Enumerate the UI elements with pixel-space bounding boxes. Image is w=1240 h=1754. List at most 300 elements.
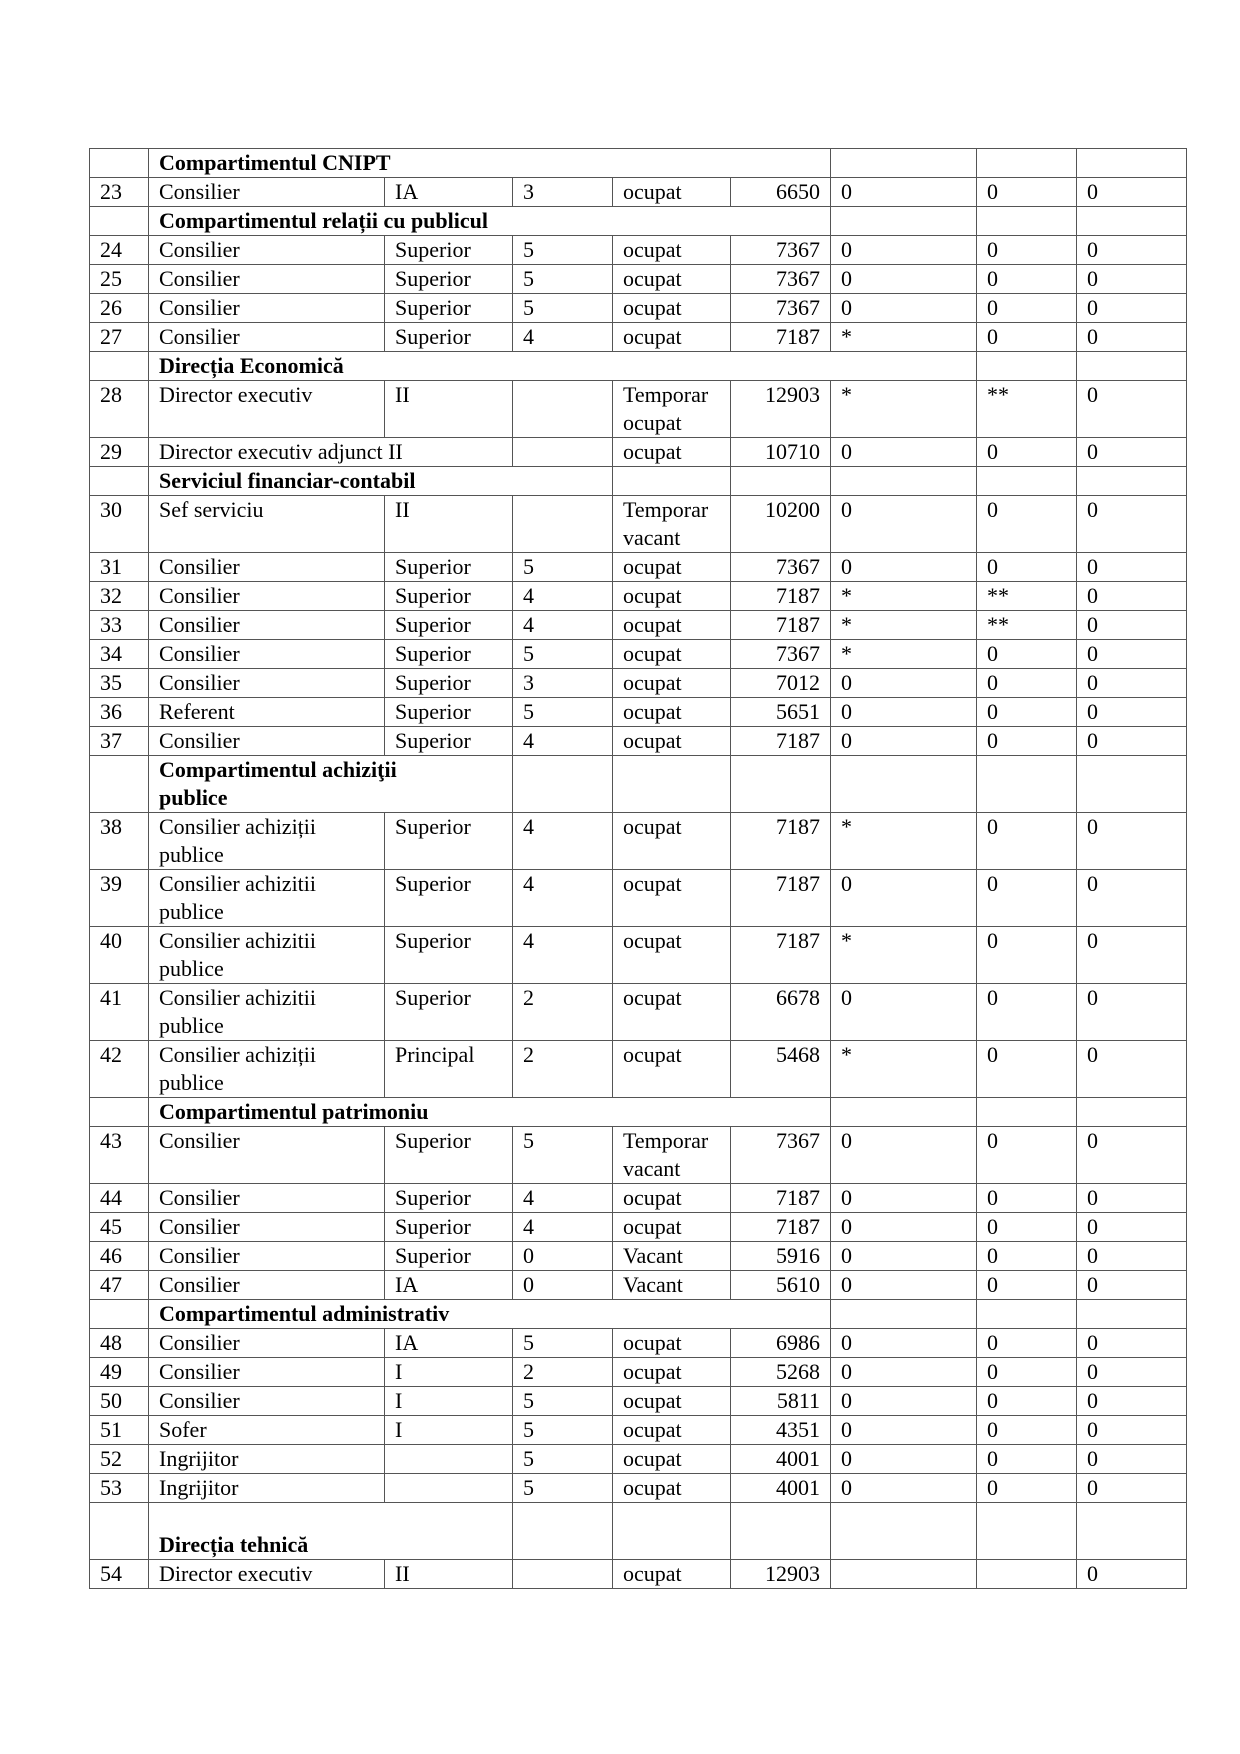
value-col7: 0 <box>831 1474 977 1503</box>
empty-cell <box>977 756 1077 813</box>
grade: Superior <box>385 1127 513 1184</box>
table-row <box>90 813 1187 870</box>
table-row <box>90 496 1187 553</box>
step: 4 <box>513 727 613 756</box>
row-number: 34 <box>90 640 149 669</box>
empty-cell <box>731 756 831 813</box>
row-number: 48 <box>90 1329 149 1358</box>
status: ocupat <box>613 1416 731 1445</box>
value-col8: 0 <box>977 1358 1077 1387</box>
value-col8: 0 <box>977 178 1077 207</box>
value-col8: 0 <box>977 1242 1077 1271</box>
empty-cell <box>1077 756 1187 813</box>
empty-cell <box>513 1503 613 1560</box>
value-col8: 0 <box>977 727 1077 756</box>
value-col7: 0 <box>831 1127 977 1184</box>
value-col8: 0 <box>977 1474 1077 1503</box>
status: ocupat <box>613 553 731 582</box>
step <box>513 381 613 438</box>
empty-cell <box>977 1098 1077 1127</box>
value-col9: 0 <box>1077 265 1187 294</box>
value-col9: 0 <box>1077 178 1187 207</box>
status: ocupat <box>613 236 731 265</box>
value-col9: 0 <box>1077 1358 1187 1387</box>
value-col9: 0 <box>1077 438 1187 467</box>
function-title <box>149 927 385 984</box>
step: 2 <box>513 1041 613 1098</box>
function-title <box>149 1041 385 1098</box>
step: 4 <box>513 927 613 984</box>
value-col7: * <box>831 640 977 669</box>
grade: Principal <box>385 1041 513 1098</box>
value-col8: 0 <box>977 1184 1077 1213</box>
function-title: Consilier <box>149 553 385 582</box>
grade: Superior <box>385 323 513 352</box>
grade: Superior <box>385 294 513 323</box>
value-col9: 0 <box>1077 553 1187 582</box>
status: ocupat <box>613 1329 731 1358</box>
value-col7: * <box>831 323 977 352</box>
table-row <box>90 1474 1187 1503</box>
salary: 4001 <box>731 1474 831 1503</box>
value-col7: * <box>831 611 977 640</box>
staff-table <box>89 148 1187 1589</box>
grade: Superior <box>385 236 513 265</box>
function-title-line: publice <box>159 842 224 867</box>
value-col9: 0 <box>1077 496 1187 553</box>
value-col8: 0 <box>977 1271 1077 1300</box>
function-title: Consilier <box>149 1271 385 1300</box>
row-number: 44 <box>90 1184 149 1213</box>
row-number-cell <box>90 352 149 381</box>
row-number-cell <box>90 1098 149 1127</box>
function-title-line: Consilier achizitii <box>159 871 317 896</box>
grade: Superior <box>385 1213 513 1242</box>
status: ocupat <box>613 1358 731 1387</box>
status <box>613 1127 731 1184</box>
function-title-line: publice <box>159 899 224 924</box>
value-col8: 0 <box>977 813 1077 870</box>
section-header-row <box>90 1300 1187 1329</box>
step <box>513 496 613 553</box>
value-col7: 0 <box>831 553 977 582</box>
empty-cell <box>977 1300 1077 1329</box>
section-header-row <box>90 352 1187 381</box>
function-title: Consilier <box>149 265 385 294</box>
value-col9: 0 <box>1077 727 1187 756</box>
salary: 7187 <box>731 611 831 640</box>
status: ocupat <box>613 640 731 669</box>
value-col9: 0 <box>1077 1213 1187 1242</box>
grade: Superior <box>385 813 513 870</box>
empty-cell <box>1077 207 1187 236</box>
function-title: Sofer <box>149 1416 385 1445</box>
value-col7: 0 <box>831 1213 977 1242</box>
salary: 5468 <box>731 1041 831 1098</box>
row-number: 28 <box>90 381 149 438</box>
value-col9: 0 <box>1077 1474 1187 1503</box>
row-number-cell <box>90 1503 149 1560</box>
grade <box>385 1445 513 1474</box>
table-row <box>90 1041 1187 1098</box>
grade: Superior <box>385 984 513 1041</box>
value-col7: 0 <box>831 669 977 698</box>
empty-cell <box>831 1503 977 1560</box>
row-number: 37 <box>90 727 149 756</box>
row-number: 42 <box>90 1041 149 1098</box>
value-col8: 0 <box>977 1416 1077 1445</box>
value-col7: * <box>831 1041 977 1098</box>
table-row <box>90 640 1187 669</box>
section-title: Serviciul financiar-contabil <box>149 467 613 496</box>
empty-cell <box>831 1098 977 1127</box>
function-title-line: publice <box>159 1013 224 1038</box>
value-col8: 0 <box>977 1387 1077 1416</box>
function-title: Director executiv adjunct II <box>149 438 513 467</box>
empty-cell <box>613 756 731 813</box>
value-col8: 0 <box>977 698 1077 727</box>
status: ocupat <box>613 698 731 727</box>
status: ocupat <box>613 265 731 294</box>
salary: 7187 <box>731 323 831 352</box>
section-header-row <box>90 467 1187 496</box>
salary: 7187 <box>731 582 831 611</box>
table-row <box>90 669 1187 698</box>
grade: IA <box>385 1271 513 1300</box>
salary: 7187 <box>731 727 831 756</box>
status: ocupat <box>613 1041 731 1098</box>
row-number: 51 <box>90 1416 149 1445</box>
value-col7: 0 <box>831 1184 977 1213</box>
value-col8: 0 <box>977 1329 1077 1358</box>
value-col9: 0 <box>1077 1329 1187 1358</box>
value-col8: 0 <box>977 553 1077 582</box>
grade: Superior <box>385 265 513 294</box>
table-row <box>90 294 1187 323</box>
value-col9: 0 <box>1077 1416 1187 1445</box>
salary: 7367 <box>731 553 831 582</box>
row-number: 43 <box>90 1127 149 1184</box>
row-number: 23 <box>90 178 149 207</box>
step: 4 <box>513 1184 613 1213</box>
function-title-line: Consilier achiziții <box>159 1042 317 1067</box>
table-row <box>90 323 1187 352</box>
step: 5 <box>513 1474 613 1503</box>
function-title: Consilier <box>149 1387 385 1416</box>
salary: 6986 <box>731 1329 831 1358</box>
value-col9: 0 <box>1077 640 1187 669</box>
salary: 5916 <box>731 1242 831 1271</box>
salary: 10200 <box>731 496 831 553</box>
status-line: Temporar <box>623 382 709 407</box>
function-title: Referent <box>149 698 385 727</box>
salary: 5811 <box>731 1387 831 1416</box>
row-number: 54 <box>90 1560 149 1589</box>
table-row <box>90 727 1187 756</box>
table-row <box>90 438 1187 467</box>
row-number: 35 <box>90 669 149 698</box>
step: 0 <box>513 1271 613 1300</box>
value-col8: 0 <box>977 265 1077 294</box>
status: ocupat <box>613 669 731 698</box>
grade: IA <box>385 1329 513 1358</box>
status: ocupat <box>613 727 731 756</box>
empty-cell <box>1077 1098 1187 1127</box>
table-row <box>90 1416 1187 1445</box>
status: ocupat <box>613 1213 731 1242</box>
step: 4 <box>513 611 613 640</box>
value-col9: 0 <box>1077 984 1187 1041</box>
section-header-row <box>90 1503 1187 1560</box>
section-title: Compartimentul administrativ <box>149 1300 831 1329</box>
section-title <box>149 756 513 813</box>
grade: II <box>385 496 513 553</box>
value-col8: ** <box>977 381 1077 438</box>
table-row <box>90 1127 1187 1184</box>
status: ocupat <box>613 582 731 611</box>
empty-cell <box>731 1503 831 1560</box>
function-title-line: Consilier achizitii <box>159 985 317 1010</box>
value-col9: 0 <box>1077 870 1187 927</box>
salary: 7187 <box>731 813 831 870</box>
step: 5 <box>513 1127 613 1184</box>
row-number: 24 <box>90 236 149 265</box>
grade: II <box>385 381 513 438</box>
value-col9: 0 <box>1077 1445 1187 1474</box>
grade: II <box>385 1560 513 1589</box>
row-number: 47 <box>90 1271 149 1300</box>
empty-cell <box>1077 1300 1187 1329</box>
empty-cell <box>831 149 977 178</box>
table-row <box>90 1358 1187 1387</box>
table-row <box>90 1329 1187 1358</box>
grade: Superior <box>385 640 513 669</box>
grade: I <box>385 1416 513 1445</box>
grade: Superior <box>385 1184 513 1213</box>
table-row <box>90 927 1187 984</box>
empty-cell <box>613 1503 731 1560</box>
grade: Superior <box>385 927 513 984</box>
function-title: Consilier <box>149 236 385 265</box>
value-col7: 0 <box>831 236 977 265</box>
step <box>513 438 613 467</box>
step: 3 <box>513 669 613 698</box>
grade <box>385 1474 513 1503</box>
salary: 7187 <box>731 927 831 984</box>
table-row <box>90 381 1187 438</box>
table-row <box>90 698 1187 727</box>
function-title: Consilier <box>149 1184 385 1213</box>
empty-cell <box>513 756 613 813</box>
value-col7: 0 <box>831 698 977 727</box>
status-line: vacant <box>623 525 681 550</box>
step: 2 <box>513 984 613 1041</box>
function-title: Consilier <box>149 323 385 352</box>
grade: Superior <box>385 582 513 611</box>
row-number: 25 <box>90 265 149 294</box>
row-number-cell <box>90 467 149 496</box>
grade: Superior <box>385 698 513 727</box>
value-col8: 0 <box>977 236 1077 265</box>
section-header-row <box>90 207 1187 236</box>
table-row <box>90 870 1187 927</box>
empty-cell <box>613 467 731 496</box>
row-number: 32 <box>90 582 149 611</box>
status: ocupat <box>613 1445 731 1474</box>
step: 4 <box>513 582 613 611</box>
empty-cell <box>831 207 977 236</box>
value-col9: 0 <box>1077 927 1187 984</box>
value-col7: 0 <box>831 438 977 467</box>
row-number: 31 <box>90 553 149 582</box>
step: 4 <box>513 870 613 927</box>
step: 4 <box>513 813 613 870</box>
salary: 7187 <box>731 870 831 927</box>
step: 4 <box>513 1213 613 1242</box>
table-row <box>90 1445 1187 1474</box>
salary: 7367 <box>731 1127 831 1184</box>
status <box>613 496 731 553</box>
salary: 4351 <box>731 1416 831 1445</box>
salary: 4001 <box>731 1445 831 1474</box>
value-col9: 0 <box>1077 1184 1187 1213</box>
status <box>613 381 731 438</box>
empty-cell <box>977 467 1077 496</box>
value-col7: 0 <box>831 984 977 1041</box>
value-col9: 0 <box>1077 698 1187 727</box>
value-col8: 0 <box>977 669 1077 698</box>
function-title: Director executiv <box>149 381 385 438</box>
function-title: Consilier <box>149 669 385 698</box>
function-title: Consilier <box>149 178 385 207</box>
value-col8: 0 <box>977 1127 1077 1184</box>
row-number: 40 <box>90 927 149 984</box>
grade: I <box>385 1358 513 1387</box>
status: ocupat <box>613 927 731 984</box>
value-col7: 0 <box>831 1271 977 1300</box>
table-row <box>90 1387 1187 1416</box>
empty-cell <box>831 1300 977 1329</box>
table-row <box>90 1271 1187 1300</box>
value-col8: 0 <box>977 438 1077 467</box>
row-number: 30 <box>90 496 149 553</box>
row-number-cell <box>90 756 149 813</box>
status: Vacant <box>613 1271 731 1300</box>
grade: I <box>385 1387 513 1416</box>
step: 4 <box>513 323 613 352</box>
salary: 7012 <box>731 669 831 698</box>
value-col9: 0 <box>1077 1387 1187 1416</box>
step: 5 <box>513 1387 613 1416</box>
grade: Superior <box>385 727 513 756</box>
value-col8: 0 <box>977 984 1077 1041</box>
table-row <box>90 178 1187 207</box>
status: ocupat <box>613 1184 731 1213</box>
function-title-line: publice <box>159 1070 224 1095</box>
function-title <box>149 813 385 870</box>
row-number: 46 <box>90 1242 149 1271</box>
value-col7: * <box>831 813 977 870</box>
salary: 7367 <box>731 294 831 323</box>
value-col8: 0 <box>977 1041 1077 1098</box>
function-title: Consilier <box>149 1242 385 1271</box>
value-col8: 0 <box>977 640 1077 669</box>
row-number: 33 <box>90 611 149 640</box>
function-title <box>149 984 385 1041</box>
value-col7: * <box>831 582 977 611</box>
empty-cell <box>831 467 977 496</box>
value-col9: 0 <box>1077 1560 1187 1589</box>
section-title: Compartimentul relații cu publicul <box>149 207 831 236</box>
section-header-row <box>90 756 1187 813</box>
row-number: 49 <box>90 1358 149 1387</box>
step: 5 <box>513 1329 613 1358</box>
value-col7: 0 <box>831 1329 977 1358</box>
value-col7: 0 <box>831 496 977 553</box>
function-title: Consilier <box>149 1329 385 1358</box>
row-number: 26 <box>90 294 149 323</box>
function-title <box>149 870 385 927</box>
value-col7: 0 <box>831 294 977 323</box>
empty-cell <box>977 352 1077 381</box>
status: ocupat <box>613 870 731 927</box>
value-col7 <box>831 1560 977 1589</box>
function-title: Ingrijitor <box>149 1474 385 1503</box>
value-col9: 0 <box>1077 323 1187 352</box>
salary: 7367 <box>731 640 831 669</box>
table-row <box>90 1184 1187 1213</box>
function-title: Consilier <box>149 294 385 323</box>
grade: IA <box>385 178 513 207</box>
row-number-cell <box>90 1300 149 1329</box>
salary: 6678 <box>731 984 831 1041</box>
grade: Superior <box>385 669 513 698</box>
empty-cell <box>977 149 1077 178</box>
function-title: Consilier <box>149 1358 385 1387</box>
empty-cell <box>977 207 1077 236</box>
step: 5 <box>513 1445 613 1474</box>
value-col7: 0 <box>831 1242 977 1271</box>
status: ocupat <box>613 1387 731 1416</box>
table-row <box>90 611 1187 640</box>
function-title-line: Consilier achizitii <box>159 928 317 953</box>
step: 5 <box>513 553 613 582</box>
table-row <box>90 236 1187 265</box>
grade: Superior <box>385 553 513 582</box>
salary: 10710 <box>731 438 831 467</box>
value-col7: 0 <box>831 178 977 207</box>
section-title: Compartimentul CNIPT <box>149 149 831 178</box>
salary: 7367 <box>731 236 831 265</box>
row-number: 29 <box>90 438 149 467</box>
status: ocupat <box>613 294 731 323</box>
step: 5 <box>513 1416 613 1445</box>
salary: 7187 <box>731 1184 831 1213</box>
function-title: Sef serviciu <box>149 496 385 553</box>
value-col9: 0 <box>1077 236 1187 265</box>
salary: 6650 <box>731 178 831 207</box>
value-col7: 0 <box>831 1358 977 1387</box>
salary: 12903 <box>731 1560 831 1589</box>
value-col8: 0 <box>977 323 1077 352</box>
row-number: 52 <box>90 1445 149 1474</box>
value-col9: 0 <box>1077 381 1187 438</box>
step: 2 <box>513 1358 613 1387</box>
value-col7: * <box>831 381 977 438</box>
step: 5 <box>513 294 613 323</box>
table-row <box>90 1560 1187 1589</box>
empty-cell <box>1077 467 1187 496</box>
